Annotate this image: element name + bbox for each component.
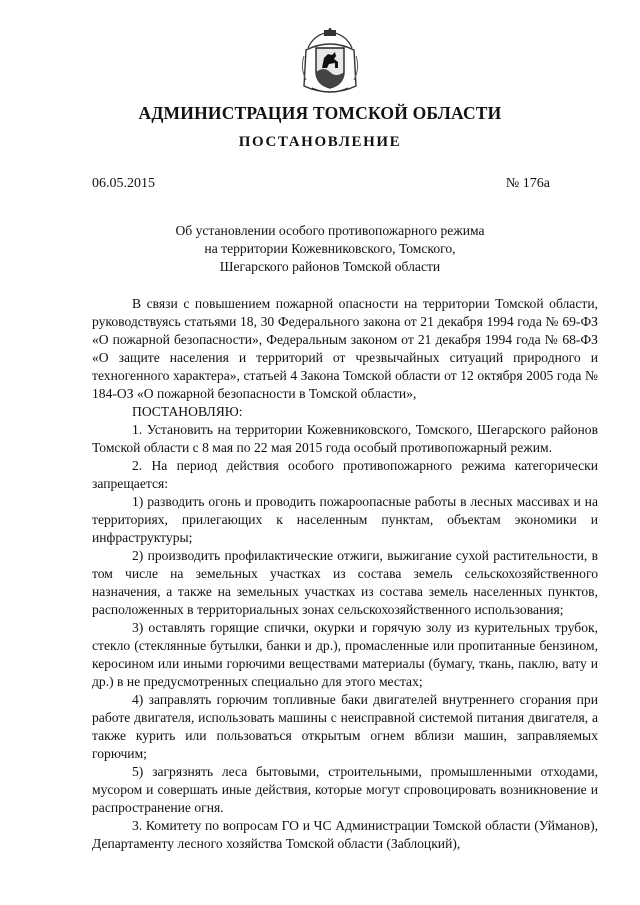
document-type: ПОСТАНОВЛЕНИЕ [238,134,402,150]
item-3: 3. Комитету по вопросам ГО и ЧС Администрации Томской области (Уйманов), Департаменту лесного хозяйства Томской области (Заблоцкий), [92,818,598,851]
subitem-4: 4) заправлять горючим топливные баки двигателей внутреннего сгорания при работе двигателя, использовать машины с неисправной системой питания двигателя, а также курить или пользоваться открытым огнем вблизи машин, заправляемых горючим; [92,692,598,761]
subitem-2: 2) производить профилактические отжиги, выжигание сухой растительности, в том числе на земельных участках из состава земель сельскохозяйственного назначения, а также на земельных участках из состава земель населенных пунктов, расположенных в территориальных зонах сельскохозяйственного использования; [92,548,598,617]
subitem-5: 5) загрязнять леса бытовыми, строительными, промышленными отходами, мусором и совершать иные действия, которые могут спровоцировать возникновение и распространение огня. [92,764,598,815]
subject-line: Шегарского районов Томской области [219,259,441,274]
document-subject [120,222,540,276]
resolve-heading: ПОСТАНОВЛЯЮ: [132,404,243,419]
organization-title: АДМИНИСТРАЦИЯ ТОМСКОЙ ОБЛАСТИ [138,103,502,123]
preamble-paragraph: В связи с повышением пожарной опасности на территории Томской области, руководствуясь статьями 18, 30 Федерального закона от 21 декабря 1994 года № 69-ФЗ «О пожарной безопасности», Федеральным законом от 21 декабря 1994 года № 68-ФЗ «О защите населения и территорий от чрезвычайных ситуаций природного и техногенного характера», статьей 4 Закона Томской области от 12 октября 2005 года № 184-ОЗ «О пожарной безопасности в Томской области», [92,296,598,401]
item-1: 1. Установить на территории Кожевниковского, Томского, Шегарского районов Томской области с 8 мая по 22 мая 2015 года особый противопожарный режим. [92,422,598,455]
subject-line: Об установлении особого противопожарного режима [175,223,485,238]
subject-line: на территории Кожевниковского, Томского, [204,241,456,256]
subitem-3: 3) оставлять горящие спички, окурки и горячую золу из курительных трубок, стекло (стеклянные бутылки, банки и др.), промасленные или пропитанные бензином, керосином или иными горючими веществами материалы (бумагу, ткань, паклю, вату и др.) в не предусмотренных специально для этого местах; [92,620,598,689]
coat-of-arms-emblem [298,28,362,98]
item-2: 2. На период действия особого противопожарного режима категорически запрещается: [92,458,598,491]
document-date: 06.05.2015 [92,176,155,191]
document-number: № 176а [505,176,550,191]
document-body [92,295,598,853]
subitem-1: 1) разводить огонь и проводить пожароопасные работы в лесных массивах и на территориях, прилегающих к населенным пунктам, объектам экономики и инфраструктуры; [92,494,598,545]
